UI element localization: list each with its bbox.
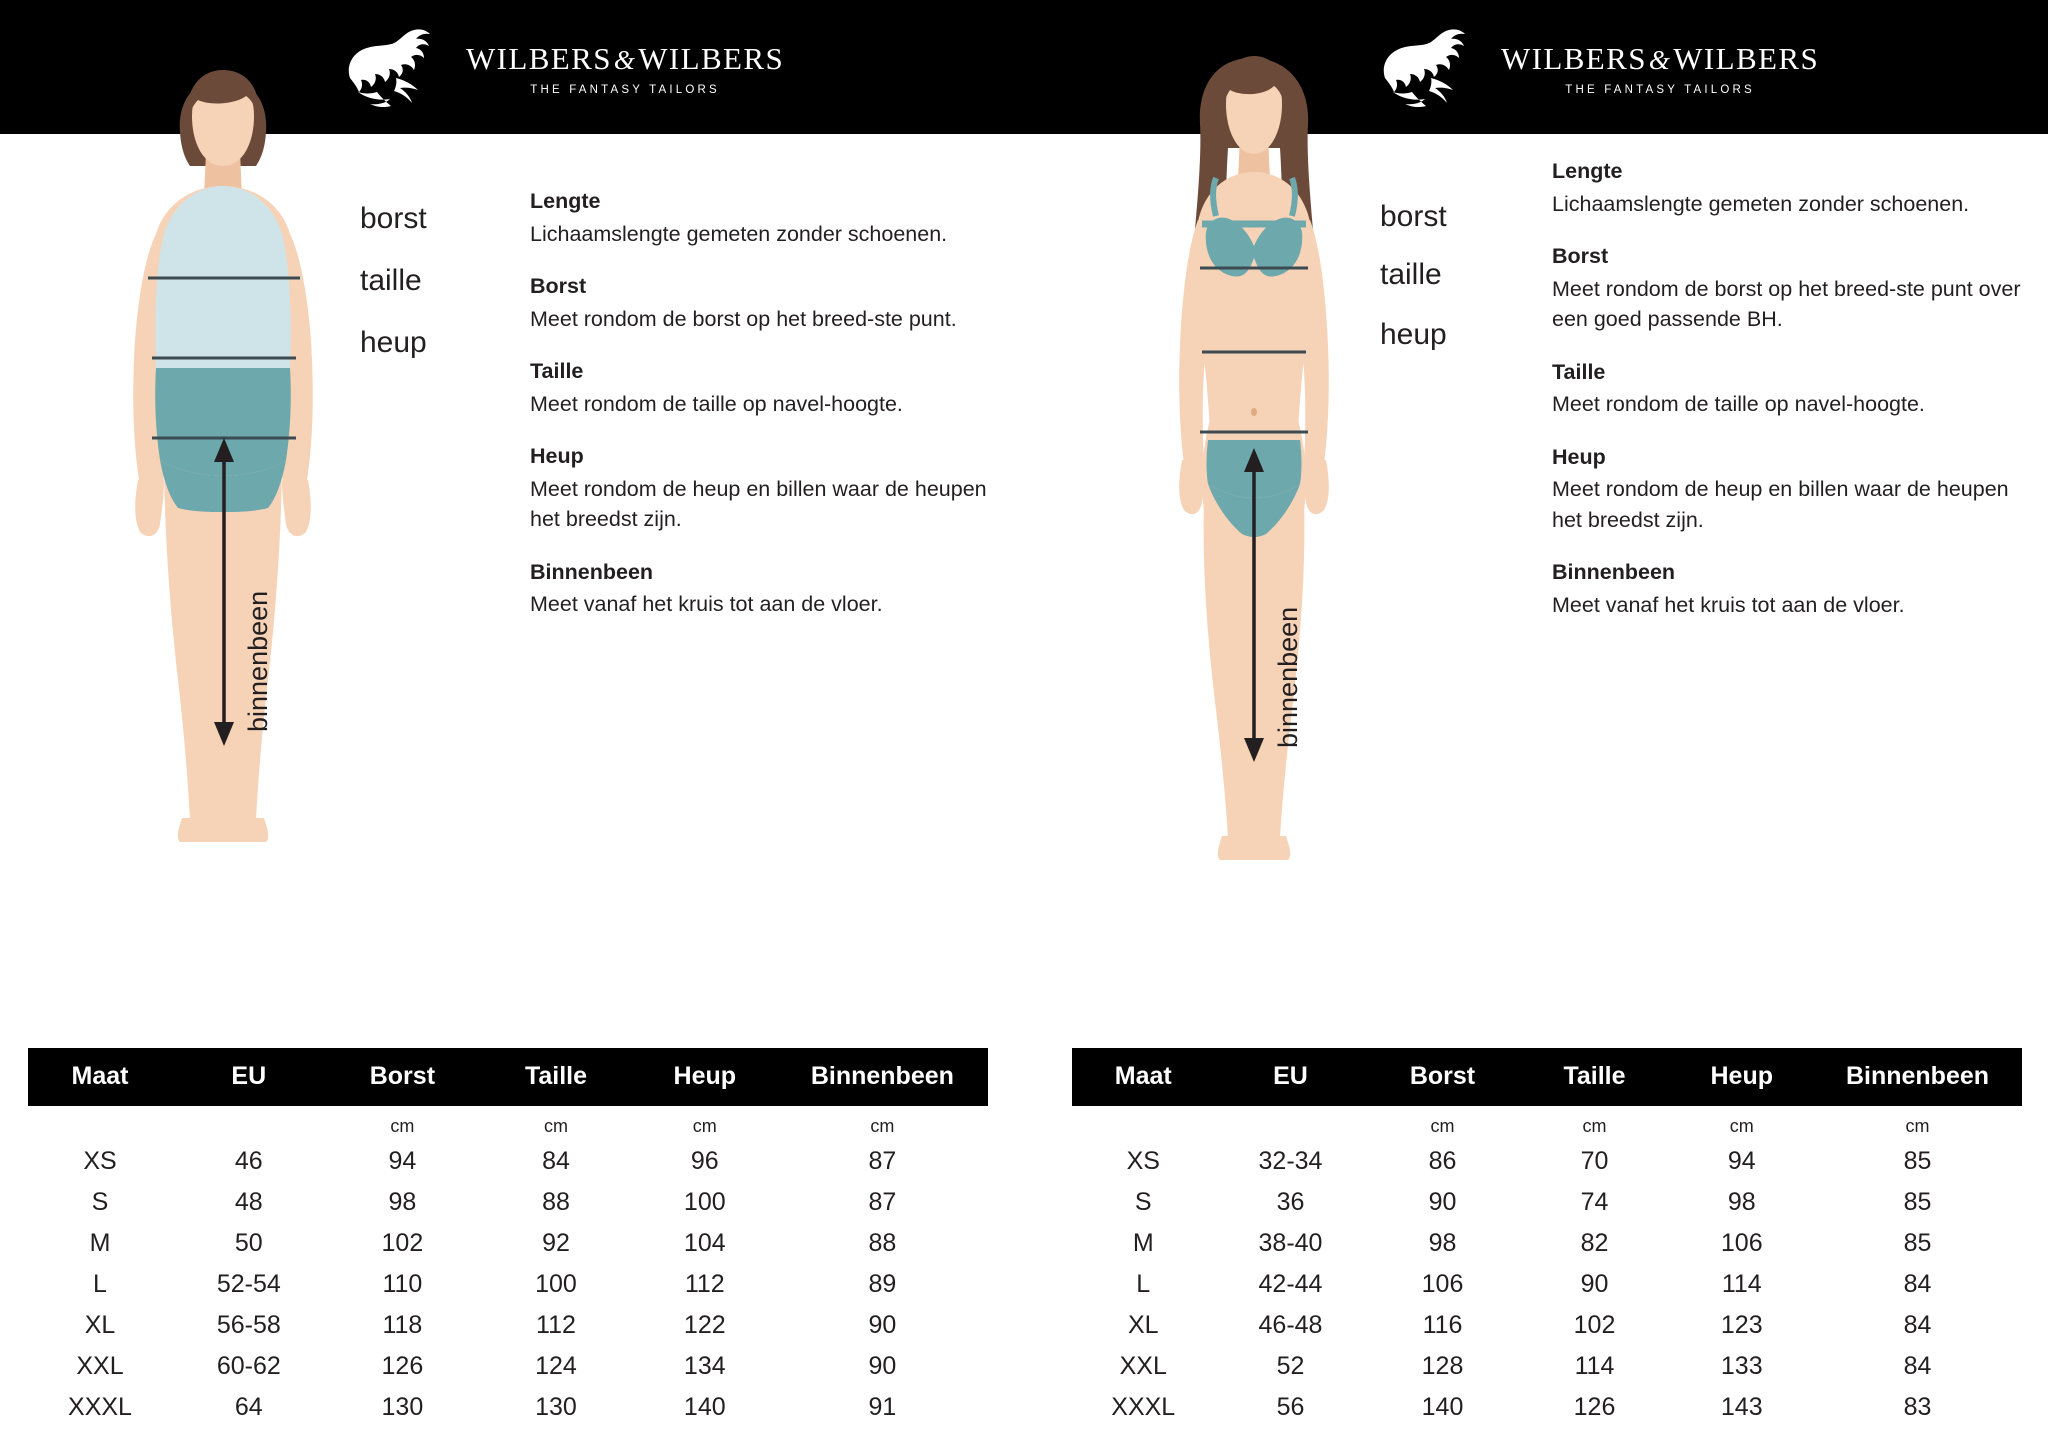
- table-header-row: [1072, 1048, 2022, 1106]
- cell-eu: 42-44: [1258, 1270, 1323, 1298]
- cell-maat: S: [1134, 1188, 1152, 1216]
- cell-heup: 104: [683, 1229, 726, 1257]
- male-label-borst: borst: [360, 202, 427, 235]
- cell-eu: 46-48: [1258, 1311, 1323, 1339]
- cell-eu: 56-58: [216, 1311, 281, 1339]
- unit-cell: cm: [692, 1116, 717, 1136]
- cell-borst: 86: [1428, 1147, 1457, 1175]
- cell-borst: 130: [381, 1393, 424, 1421]
- instruction-text: Meet rondom de heup en billen waar de heupen het breedst zijn.: [1552, 477, 2009, 532]
- table-header-row: [28, 1048, 988, 1106]
- instruction-title: Lengte: [1552, 159, 1623, 183]
- cell-borst: 98: [388, 1188, 417, 1216]
- cell-heup: 100: [683, 1188, 726, 1216]
- table-head: [28, 1048, 988, 1106]
- table-body: [1072, 1106, 2022, 1428]
- instruction-title: Binnenbeen: [1552, 560, 1676, 585]
- table-row: [28, 1182, 988, 1223]
- unit-cell: [1072, 1106, 1215, 1141]
- female-size-table: [1072, 1048, 2022, 1428]
- cell-binnenbeen: 85: [1903, 1188, 1932, 1216]
- size-table: [1072, 1048, 2022, 1428]
- instruction-title: Heup: [530, 444, 584, 469]
- instruction-lengte: [530, 186, 1000, 249]
- table-row: [28, 1264, 988, 1305]
- cell-eu: 56: [1276, 1393, 1305, 1421]
- size-table: [28, 1048, 988, 1428]
- logo-text-female: [1501, 35, 1819, 96]
- cell-heup: 112: [684, 1270, 725, 1298]
- instruction-binnenbeen: [1552, 557, 2022, 620]
- cell-maat: XS: [1126, 1147, 1160, 1175]
- logo-brand-part1: WILBERS: [1501, 40, 1647, 76]
- unit-cell: cm: [1430, 1116, 1455, 1136]
- table-units-row: [28, 1106, 988, 1141]
- cell-eu: 60-62: [216, 1352, 281, 1380]
- cell-binnenbeen: 84: [1903, 1270, 1932, 1298]
- table-body: [28, 1106, 988, 1428]
- cell-borst: 140: [1421, 1393, 1464, 1421]
- col-header-eu: EU: [172, 1048, 326, 1106]
- instruction-text: Meet vanaf het kruis tot aan de vloer.: [530, 592, 883, 617]
- table-row: [1072, 1182, 2022, 1223]
- cell-heup: 122: [683, 1311, 726, 1339]
- logo-brand-part2: WILBERS: [1673, 40, 1820, 76]
- cell-taille: 112: [536, 1311, 576, 1339]
- cell-eu: 48: [234, 1188, 263, 1216]
- instruction-text: Meet rondom de heup en billen waar de heupen het breedst zijn.: [530, 476, 987, 532]
- cell-eu: 52: [1276, 1352, 1305, 1380]
- instruction-text: Meet rondom de borst op het breed-ste punt.: [530, 306, 957, 331]
- col-header-taille: Taille: [1519, 1048, 1671, 1106]
- unit-cell: cm: [870, 1116, 895, 1136]
- instruction-heup: [530, 441, 1000, 535]
- logo-text-male: [466, 35, 784, 96]
- cell-maat: XS: [83, 1147, 117, 1175]
- cell-binnenbeen: 84: [1903, 1311, 1932, 1339]
- instruction-title: Heup: [1552, 444, 1606, 469]
- cell-heup: 94: [1727, 1147, 1756, 1175]
- cell-heup: 143: [1720, 1393, 1763, 1421]
- unit-cell: cm: [1905, 1116, 1930, 1136]
- instruction-title: Taille: [530, 359, 584, 384]
- cell-binnenbeen: 88: [868, 1229, 897, 1257]
- unit-cell: cm: [543, 1116, 568, 1136]
- cell-heup: 134: [683, 1352, 726, 1380]
- cell-taille: 88: [542, 1188, 570, 1216]
- cell-eu: 38-40: [1258, 1229, 1323, 1257]
- col-header-maat: Maat: [1072, 1048, 1215, 1106]
- cell-binnenbeen: 84: [1903, 1352, 1932, 1380]
- instruction-title: Taille: [1552, 359, 1606, 384]
- cell-borst: 110: [382, 1270, 423, 1298]
- cell-heup: 106: [1720, 1229, 1763, 1257]
- cell-maat: S: [91, 1188, 109, 1216]
- cell-heup: 123: [1720, 1311, 1763, 1339]
- cell-borst: 102: [381, 1229, 424, 1257]
- logo-brand-part2: WILBERS: [638, 40, 785, 76]
- cell-binnenbeen: 83: [1903, 1393, 1932, 1421]
- cell-maat: XXXL: [68, 1393, 132, 1421]
- cell-binnenbeen: 90: [868, 1311, 897, 1339]
- male-label-binnenbeen: binnenbeen: [243, 590, 273, 732]
- cell-taille: 130: [535, 1393, 577, 1421]
- logo-brand-part1: WILBERS: [466, 40, 612, 76]
- cell-binnenbeen: 85: [1903, 1229, 1932, 1257]
- logo-brand-amp: &: [1648, 44, 1672, 75]
- instruction-borst: [1552, 241, 2022, 335]
- female-label-borst: borst: [1380, 200, 1447, 233]
- cell-maat: XXL: [76, 1352, 124, 1380]
- cell-eu: 32-34: [1258, 1147, 1323, 1175]
- unit-cell: [28, 1106, 172, 1141]
- table-row: [1072, 1223, 2022, 1264]
- cell-heup: 114: [1721, 1270, 1762, 1298]
- female-figure: [1090, 20, 1510, 945]
- male-label-taille: taille: [360, 264, 422, 297]
- instruction-text: Lichaamslengte gemeten zonder schoenen.: [530, 221, 948, 246]
- cell-taille: 114: [1574, 1352, 1615, 1380]
- instruction-text: Meet rondom de taille op navel-hoogte.: [530, 391, 903, 416]
- table-row: [28, 1223, 988, 1264]
- cell-maat: XL: [84, 1311, 116, 1339]
- cell-maat: L: [1136, 1270, 1151, 1298]
- instruction-title: Binnenbeen: [530, 559, 654, 584]
- cell-heup: 133: [1720, 1352, 1763, 1380]
- cell-taille: 70: [1580, 1147, 1609, 1175]
- instruction-title: Borst: [1552, 244, 1609, 269]
- cell-taille: 84: [542, 1147, 570, 1175]
- cell-binnenbeen: 87: [868, 1188, 897, 1216]
- instruction-title: Lengte: [530, 189, 601, 213]
- table-row: [28, 1346, 988, 1387]
- table-units-row: [1072, 1106, 2022, 1141]
- cell-maat: XXL: [1119, 1352, 1167, 1380]
- table-row: [1072, 1141, 2022, 1182]
- cell-maat: M: [89, 1229, 111, 1257]
- cell-eu: 52-54: [216, 1270, 281, 1298]
- male-size-table: [28, 1048, 988, 1428]
- cell-taille: 124: [535, 1352, 577, 1380]
- logo-brand-amp: &: [613, 44, 637, 75]
- cell-borst: 90: [1428, 1188, 1457, 1216]
- col-header-binnenbeen: Binnenbeen: [1813, 1048, 2022, 1106]
- cell-borst: 118: [382, 1311, 423, 1339]
- cell-taille: 74: [1580, 1188, 1609, 1216]
- table-row: [1072, 1264, 2022, 1305]
- logo-brand-name: [466, 41, 784, 77]
- cell-binnenbeen: 91: [868, 1393, 897, 1421]
- male-body-illustration: [60, 20, 480, 940]
- table-row: [1072, 1387, 2022, 1428]
- cell-heup: 98: [1727, 1188, 1756, 1216]
- cell-borst: 106: [1421, 1270, 1464, 1298]
- cell-eu: 50: [234, 1229, 263, 1257]
- cell-eu: 46: [234, 1147, 263, 1175]
- cell-borst: 116: [1422, 1311, 1463, 1339]
- col-header-heup: Heup: [633, 1048, 777, 1106]
- cell-binnenbeen: 85: [1903, 1147, 1932, 1175]
- instruction-taille: [530, 356, 1000, 419]
- table-row: [1072, 1305, 2022, 1346]
- instruction-borst: [530, 271, 1000, 334]
- instruction-lengte: [1552, 156, 2022, 219]
- cell-eu: 64: [234, 1393, 263, 1421]
- male-measure-instructions: [530, 186, 1000, 620]
- cell-borst: 94: [388, 1147, 417, 1175]
- instruction-heup: [1552, 442, 2022, 536]
- cell-taille: 126: [1573, 1393, 1616, 1421]
- instruction-text: Meet rondom de taille op navel-hoogte.: [1552, 392, 1925, 417]
- female-label-binnenbeen: binnenbeen: [1273, 606, 1303, 748]
- logo-tagline: THE FANTASY TAILORS: [530, 83, 720, 96]
- instruction-text: Meet rondom de borst op het breed-ste punt over een goed passende BH.: [1552, 276, 2021, 332]
- cell-borst: 98: [1428, 1229, 1457, 1257]
- female-label-taille: taille: [1380, 258, 1442, 291]
- unit-cell: cm: [1729, 1116, 1754, 1136]
- cell-binnenbeen: 87: [868, 1147, 897, 1175]
- instruction-title: Borst: [530, 274, 587, 299]
- cell-maat: XXXL: [1111, 1393, 1176, 1421]
- male-figure: [60, 20, 480, 945]
- cell-heup: 96: [690, 1147, 719, 1175]
- cell-maat: L: [93, 1270, 107, 1298]
- instruction-binnenbeen: [530, 557, 1000, 620]
- instruction-taille: [1552, 357, 2022, 420]
- cell-taille: 90: [1580, 1270, 1609, 1298]
- cell-heup: 140: [683, 1393, 726, 1421]
- logo-tagline: THE FANTASY TAILORS: [1565, 83, 1755, 96]
- col-header-taille: Taille: [479, 1048, 633, 1106]
- instruction-text: Lichaamslengte gemeten zonder schoenen.: [1552, 191, 1970, 216]
- col-header-heup: Heup: [1671, 1048, 1814, 1106]
- table-row: [28, 1305, 988, 1346]
- col-header-maat: Maat: [28, 1048, 172, 1106]
- col-header-binnenbeen: Binnenbeen: [777, 1048, 988, 1106]
- cell-taille: 92: [542, 1229, 570, 1257]
- table-row: [28, 1387, 988, 1428]
- cell-maat: XL: [1127, 1311, 1159, 1339]
- cell-eu: 36: [1276, 1188, 1305, 1216]
- unit-cell: [172, 1106, 326, 1141]
- cell-maat: M: [1132, 1229, 1154, 1257]
- male-label-heup: heup: [360, 326, 427, 359]
- unit-cell: cm: [390, 1116, 415, 1136]
- cell-borst: 128: [1421, 1352, 1464, 1380]
- table-row: [1072, 1346, 2022, 1387]
- cell-binnenbeen: 89: [868, 1270, 897, 1298]
- cell-borst: 126: [381, 1352, 424, 1380]
- col-header-borst: Borst: [326, 1048, 480, 1106]
- col-header-eu: EU: [1215, 1048, 1367, 1106]
- female-body-illustration: [1090, 20, 1510, 940]
- logo-brand-name: [1501, 41, 1819, 77]
- cell-taille: 100: [535, 1270, 577, 1298]
- cell-taille: 102: [1573, 1311, 1616, 1339]
- cell-taille: 82: [1580, 1229, 1609, 1257]
- cell-binnenbeen: 90: [868, 1352, 897, 1380]
- table-row: [28, 1141, 988, 1182]
- unit-cell: cm: [1582, 1116, 1607, 1136]
- instruction-text: Meet vanaf het kruis tot aan de vloer.: [1552, 592, 1905, 617]
- table-head: [1072, 1048, 2022, 1106]
- female-measure-instructions: [1552, 156, 2022, 620]
- col-header-borst: Borst: [1367, 1048, 1519, 1106]
- unit-cell: [1215, 1106, 1367, 1141]
- female-label-heup: heup: [1380, 318, 1447, 351]
